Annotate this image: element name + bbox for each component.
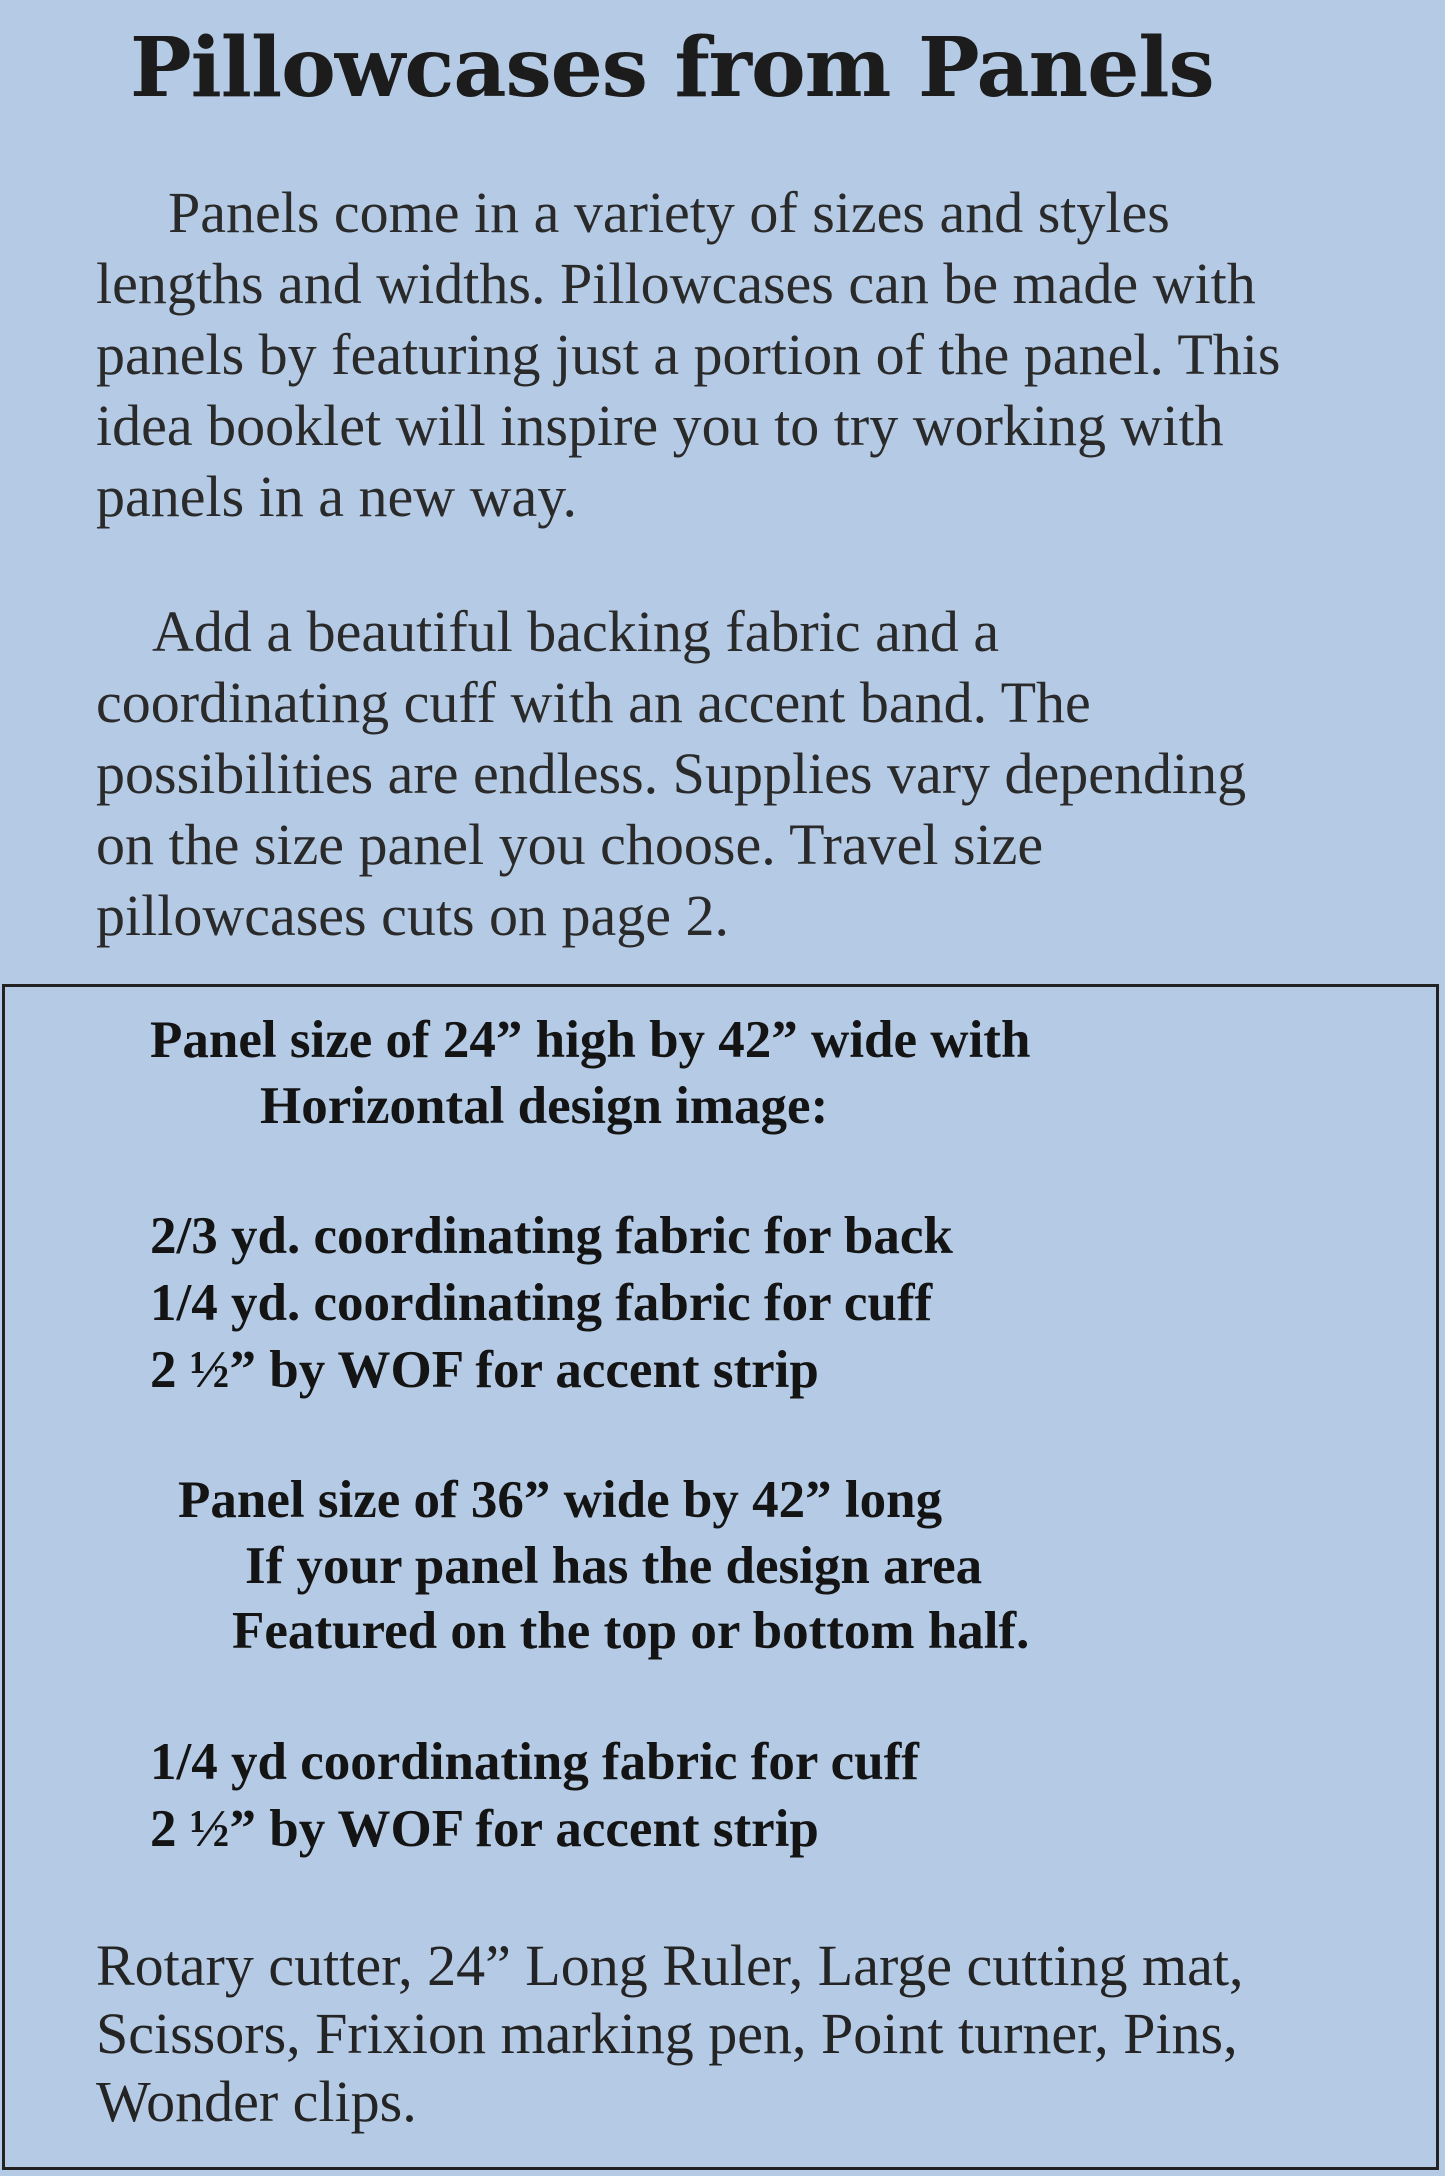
panel-1-item: 1/4 yd. coordinating fabric for cuff <box>150 1274 933 1332</box>
intro-paragraph-1 <box>96 177 1436 532</box>
intro-paragraph-2 <box>96 596 1436 951</box>
panel-2-heading-line: Featured on the top or bottom half. <box>232 1602 1030 1660</box>
panel-2-item: 2 ½” by WOF for accent strip <box>150 1800 819 1858</box>
panel-1-item: 2 ½” by WOF for accent strip <box>150 1341 819 1399</box>
tools-list <box>96 1932 1436 2136</box>
intro-2-line: Add a beautiful backing fabric and a <box>152 599 1000 664</box>
tools-line: Wonder clips. <box>96 2069 417 2134</box>
intro-2-line: on the size panel you choose. Travel size <box>96 812 1044 877</box>
panel-2-heading-line: Panel size of 36” wide by 42” long <box>178 1471 943 1529</box>
panel-2-heading-line: If your panel has the design area <box>245 1537 983 1595</box>
intro-1-line: idea booklet will inspire you to try working with <box>96 393 1224 458</box>
intro-1-line: Panels come in a variety of sizes and styles <box>168 180 1170 245</box>
intro-2-line: possibilities are endless. Supplies vary depending <box>96 741 1247 806</box>
tools-line: Scissors, Frixion marking pen, Point turner, Pins, <box>96 2001 1238 2066</box>
intro-1-line: panels in a new way. <box>96 464 578 529</box>
panel-2-item: 1/4 yd coordinating fabric for cuff <box>150 1733 919 1791</box>
intro-2-line: coordinating cuff with an accent band. The <box>96 670 1091 735</box>
page-title: Pillowcases from Panels <box>130 20 1214 116</box>
intro-1-line: lengths and widths. Pillowcases can be made with <box>96 251 1256 316</box>
panel-1-heading-line: Horizontal design image: <box>260 1077 829 1135</box>
intro-1-line: panels by featuring just a portion of the panel. This <box>96 322 1281 387</box>
intro-2-line: pillowcases cuts on page 2. <box>96 883 730 948</box>
panel-1-heading-line: Panel size of 24” high by 42” wide with <box>150 1011 1031 1069</box>
panel-1-item: 2/3 yd. coordinating fabric for back <box>150 1207 953 1265</box>
tools-line: Rotary cutter, 24” Long Ruler, Large cutting mat, <box>96 1933 1244 1998</box>
